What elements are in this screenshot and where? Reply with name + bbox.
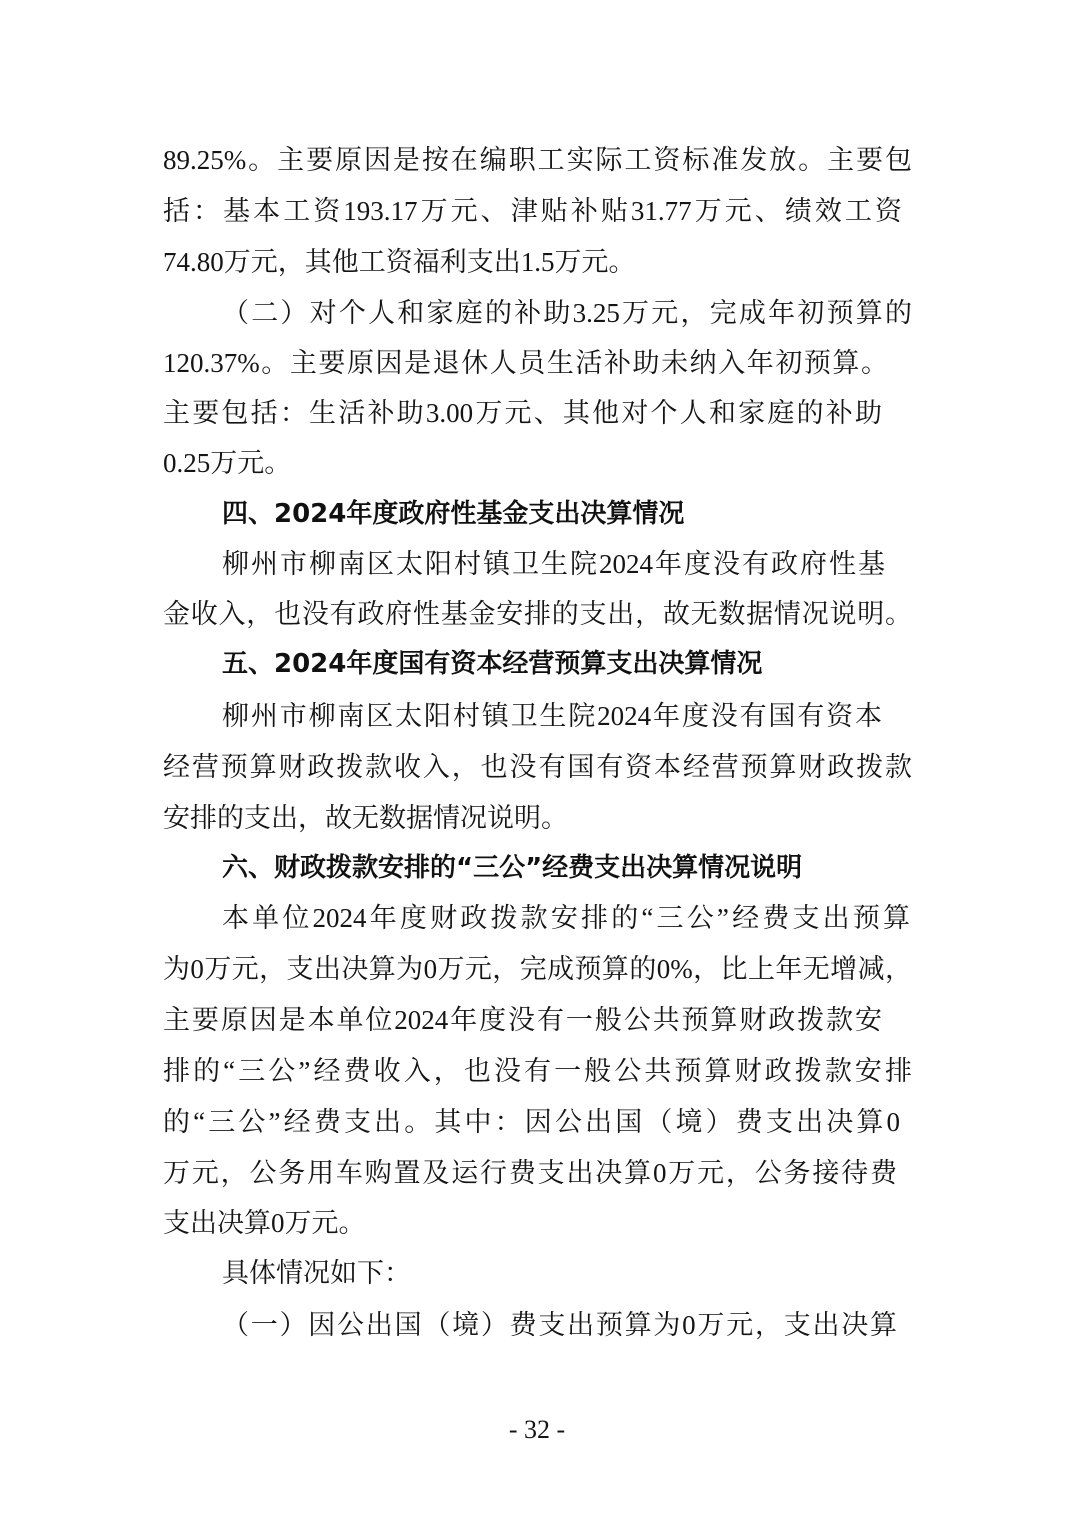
body-text-line: 排的“三公”经费收入，也没有一般公共预算财政拨款安排 <box>163 1056 912 1086</box>
body-text-line: 柳州市柳南区太阳村镇卫生院2024年度没有政府性基 <box>222 549 885 579</box>
page-number: - 32 - <box>508 1415 566 1444</box>
body-text-line: 具体情况如下： <box>222 1258 411 1288</box>
body-text-line: 柳州市柳南区太阳村镇卫生院2024年度没有国有资本 <box>222 701 882 731</box>
section-heading: 六、财政拨款安排的“三公”经费支出决算情况说明 <box>222 853 803 883</box>
body-text-line: （一）因公出国（境）费支出预算为0万元，支出决算 <box>222 1310 897 1340</box>
body-text-line: 74.80万元，其他工资福利支出1.5万元。 <box>163 247 636 277</box>
body-text-line: 支出决算0万元。 <box>163 1208 366 1238</box>
body-text-line: （二）对个人和家庭的补助3.25万元，完成年初预算的 <box>222 298 912 328</box>
body-text-line: 的“三公”经费支出。其中：因公出国（境）费支出决算0 <box>163 1107 900 1137</box>
body-text-line: 120.37%。主要原因是退休人员生活补助未纳入年初预算。 <box>163 348 888 378</box>
body-text-line: 金收入，也没有政府性基金安排的支出，故无数据情况说明。 <box>163 599 912 629</box>
body-text-line: 主要包括：生活补助3.00万元、其他对个人和家庭的补助 <box>163 398 882 428</box>
body-text-line: 本单位2024年度财政拨款安排的“三公”经费支出预算 <box>222 903 910 933</box>
body-text-line: 万元，公务用车购置及运行费支出决算0万元，公务接待费 <box>163 1158 897 1188</box>
body-text-line: 为0万元，支出决算为0万元，完成预算的0%，比上年无增减， <box>163 954 912 984</box>
body-text-line: 主要原因是本单位2024年度没有一般公共预算财政拨款安 <box>163 1005 882 1035</box>
body-text-line: 经营预算财政拨款收入，也没有国有资本经营预算财政拨款 <box>163 752 912 782</box>
section-heading: 四、2024年度政府性基金支出决算情况 <box>222 499 685 529</box>
body-text-line: 安排的支出，故无数据情况说明。 <box>163 803 568 833</box>
body-text-line: 0.25万元。 <box>163 448 292 478</box>
body-text-line: 括：基本工资193.17万元、津贴补贴31.77万元、绩效工资 <box>163 196 902 226</box>
section-heading: 五、2024年度国有资本经营预算支出决算情况 <box>222 649 763 679</box>
body-text-line: 89.25%。主要原因是按在编职工实际工资标准发放。主要包 <box>163 145 912 175</box>
